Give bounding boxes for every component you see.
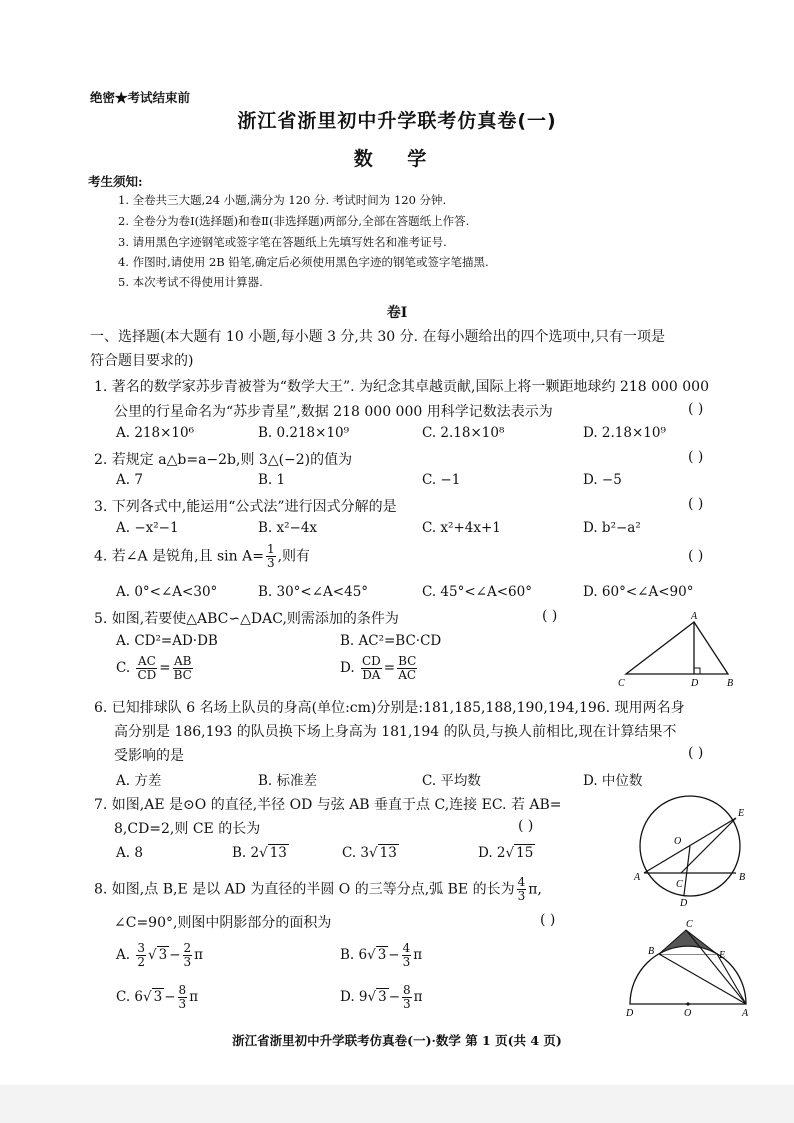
point-label: D (680, 898, 688, 908)
point-label: C (676, 879, 683, 890)
question-8-stem-text: 8. 如图,点 B,E 是以 AD 为直径的半圆 O 的三等分点,弧 BE 的长为 (94, 881, 515, 898)
denominator: CD (137, 668, 157, 682)
question-8-stem (94, 876, 542, 903)
notice-item: 5. 本次考试不得使用计算器. (118, 275, 263, 289)
segment-ca (686, 930, 746, 1004)
option-b: B. AC²=BC·CD (340, 633, 442, 649)
option-d: D. 中位数 (583, 773, 643, 789)
question-4-stem-tail: ,则有 (277, 548, 311, 565)
option-b: B. 6√ 3 − $\frac{4}{3}$ π (340, 941, 423, 969)
radicand: 13 (269, 845, 287, 861)
point-label: A (742, 1008, 749, 1019)
radicand: 3 (158, 947, 168, 963)
triangle-abc (626, 622, 728, 674)
numerator: 8 (178, 983, 187, 997)
denominator: 3 (517, 889, 526, 903)
option-a: A. 方差 (116, 773, 162, 789)
answer-blank: ( ) (542, 608, 558, 624)
option-b: B. 标准差 (258, 773, 318, 789)
denominator: BC (173, 668, 192, 682)
option-c: C. x²+4x+1 (422, 520, 501, 536)
denominator: 3 (402, 955, 411, 969)
notice-item: 4. 作图时,请使用 2B 铅笔,确定后必须使用黑色字迹的钢笔或签字笔描黑. (118, 255, 489, 269)
question-7-stem-cont: 8,CD=2,则 CE 的长为 (114, 821, 261, 837)
option-label: D. 2 (478, 845, 506, 861)
option-b: B. 0.218×10⁹ (258, 425, 350, 441)
option-b: B. 1 (258, 472, 286, 488)
radicand: 3 (378, 989, 387, 1005)
pi-symbol: π (413, 989, 423, 1005)
page-footer: 浙江省浙里初中升学联考仿真卷(一)·数学 第 1 页(共 4 页) (232, 1033, 562, 1048)
circle-figure (628, 790, 752, 908)
pi-symbol: π (189, 989, 199, 1005)
question-6-stem-cont: 受影响的是 (114, 748, 184, 764)
option-label: D. 9 (340, 989, 368, 1005)
fraction (361, 655, 382, 682)
option-c: C. 3√ 13 (342, 845, 397, 861)
option-c: C. 6√ 3 − $\frac{8}{3}$ π (116, 983, 199, 1011)
fraction (397, 655, 417, 682)
option-a: A. CD²=AD·DB (116, 633, 218, 649)
option-a: A. 0°<∠A<30° (116, 584, 218, 600)
answer-blank: ( ) (540, 912, 556, 928)
point-label: A (634, 872, 641, 883)
option-a: A. 218×10⁶ (116, 425, 195, 441)
option-d: D. 9√ 3 − $\frac{8}{3}$ π (340, 983, 423, 1011)
confidential-label: 绝密★考试结束前 (90, 90, 191, 105)
option-b: B. 30°<∠A<45° (258, 584, 369, 600)
point-label: O (684, 1008, 692, 1019)
fraction (136, 655, 157, 682)
numerator: CD (361, 654, 381, 668)
numerator: AC (137, 654, 156, 668)
question-5-stem: 5. 如图,若要使△ABC∽△DAC,则需添加的条件为 (94, 611, 399, 627)
answer-blank: ( ) (688, 449, 704, 465)
point-label: C (686, 919, 693, 930)
pi-symbol: π (194, 947, 204, 963)
point-label: E (719, 950, 726, 961)
option-label: C. 3 (342, 845, 370, 861)
question-1-stem: 1. 著名的数学家苏步青被誉为“数学大王”. 为纪念其卓越贡献,国际上将一颗距地球约 218 000 000 (94, 379, 709, 395)
point-label: B (739, 872, 746, 883)
option-d: D. 60°<∠A<90° (583, 584, 694, 600)
numerator: 1 (266, 542, 275, 556)
option-label: C. 6 (116, 989, 144, 1005)
option-d: D. −5 (583, 472, 622, 488)
fraction (402, 984, 412, 1011)
question-2-stem: 2. 若规定 a△b=a−2b,则 3△(−2)的值为 (94, 452, 353, 468)
notice-item: 1. 全卷共三大题,24 小题,满分为 120 分. 考试时间为 120 分钟. (118, 193, 447, 207)
volume-heading: 卷Ⅰ (386, 305, 408, 321)
numerator: 4 (402, 941, 411, 955)
point-label: D (626, 1008, 634, 1019)
option-c: C. 2.18×10⁸ (422, 425, 505, 441)
option-a: A. 8 (116, 845, 143, 861)
numerator: AB (173, 654, 192, 668)
denominator: AC (398, 668, 417, 682)
radicand: 3 (153, 989, 163, 1005)
right-angle-mark (694, 668, 700, 674)
question-8-stem-cont: ∠C=90°,则图中阴影部分的面积为 (114, 915, 332, 931)
option-label: A. (116, 947, 131, 963)
section-instructions: 一、选择题(本大题有 10 小题,每小题 3 分,共 30 分. 在每小题给出的四个选项中,只有一项是 (90, 329, 665, 345)
fraction (173, 655, 193, 682)
fraction (402, 942, 412, 969)
option-d: D. 2.18×10⁹ (583, 425, 666, 441)
triangle-figure (612, 610, 742, 692)
radicand: 15 (516, 845, 534, 861)
point-label: O (674, 836, 682, 847)
point-label: B (727, 678, 734, 689)
point-label: A (691, 611, 698, 622)
answer-blank: ( ) (518, 818, 534, 834)
option-a: A. 7 (116, 472, 143, 488)
option-a: A. −x²−1 (116, 520, 179, 536)
radicand: 13 (379, 845, 397, 861)
denominator: 2 (137, 955, 145, 969)
point-label: D (691, 678, 699, 689)
notice-item: 3. 请用黑色字迹钢笔或签字笔在答题纸上先填写姓名和准考证号. (118, 235, 447, 249)
answer-blank: ( ) (688, 548, 704, 564)
semicircle-figure (618, 912, 758, 1022)
option-label: C. (116, 660, 131, 676)
center-dot (686, 1002, 689, 1005)
exam-title: 浙江省浙里初中升学联考仿真卷(一) (237, 110, 557, 132)
notice-heading: 考生须知: (88, 174, 143, 189)
question-6-stem: 6. 已知排球队 6 名场上队员的身高(单位:cm)分别是:181,185,188,190,194,196. 现用两名身 (94, 700, 685, 716)
fraction (517, 876, 527, 903)
option-c: C. 45°<∠A<60° (422, 584, 532, 600)
question-8-stem-tail: π, (528, 881, 542, 898)
question-3-stem: 3. 下列各式中,能运用“公式法”进行因式分解的是 (94, 499, 397, 515)
section-instructions-cont: 符合题目要求的) (90, 353, 194, 369)
denominator: 3 (178, 997, 187, 1011)
radicand: 3 (377, 947, 387, 963)
fraction (183, 942, 193, 969)
question-6-stem-cont: 高分别是 186,193 的队员换下场上身高为 181,194 的队员,与换人前相比,现在计算结果不 (114, 724, 677, 740)
option-c: C. $\frac{AC}{CD}$ = $\frac{AB}{BC}$ (116, 654, 192, 682)
numerator: 4 (517, 875, 526, 889)
answer-blank: ( ) (688, 401, 704, 417)
segment-ba (659, 954, 746, 1004)
numerator: BC (398, 654, 417, 668)
denominator: 3 (403, 997, 411, 1011)
point-label: C (618, 678, 625, 689)
numerator: 2 (183, 941, 192, 955)
option-d: D. b²−a² (583, 520, 641, 536)
option-b: B. x²−4x (258, 520, 318, 536)
fraction (136, 942, 146, 969)
denominator: DA (362, 668, 381, 682)
pi-symbol: π (413, 947, 423, 963)
question-4-stem (94, 543, 310, 570)
question-7-stem: 7. 如图,AE 是⊙O 的直径,半径 OD 与弦 AB 垂直于点 C,连接 EC. 若 AB= (94, 797, 562, 813)
option-a: A. $\frac{3}{2}$ √ 3 − $\frac{2}{3}$ π (116, 941, 204, 969)
question-4-stem-text: 4. 若∠A 是锐角,且 sin A= (94, 548, 264, 565)
point-label: B (648, 946, 655, 957)
option-label: B. 6 (340, 947, 368, 963)
radius-od (684, 846, 690, 895)
denominator: 3 (183, 955, 192, 969)
question-1-stem-cont: 公里的行星命名为“苏步青星”,数据 218 000 000 用科学记数法表示为 (114, 404, 553, 420)
option-d: D. 2√ 15 (478, 845, 534, 861)
option-label: D. (340, 660, 355, 676)
point-label: E (738, 808, 745, 819)
notice-item: 2. 全卷分为卷Ⅰ(选择题)和卷Ⅱ(非选择题)两部分,全部在答题纸上作答. (118, 214, 470, 228)
fraction (266, 543, 276, 570)
fraction (178, 984, 188, 1011)
numerator: 8 (403, 983, 411, 997)
option-label: B. 2 (232, 845, 260, 861)
numerator: 3 (137, 941, 145, 955)
answer-blank: ( ) (688, 496, 704, 512)
option-c: C. −1 (422, 472, 461, 488)
option-b: B. 2√ 13 (232, 845, 287, 861)
denominator: 3 (266, 556, 275, 570)
option-c: C. 平均数 (422, 773, 481, 789)
subject-title: 数 学 (353, 148, 441, 170)
segment-ea (717, 954, 746, 1004)
option-d: D. $\frac{CD}{DA}$ = $\frac{BC}{AC}$ (340, 654, 417, 682)
answer-blank: ( ) (688, 745, 704, 761)
